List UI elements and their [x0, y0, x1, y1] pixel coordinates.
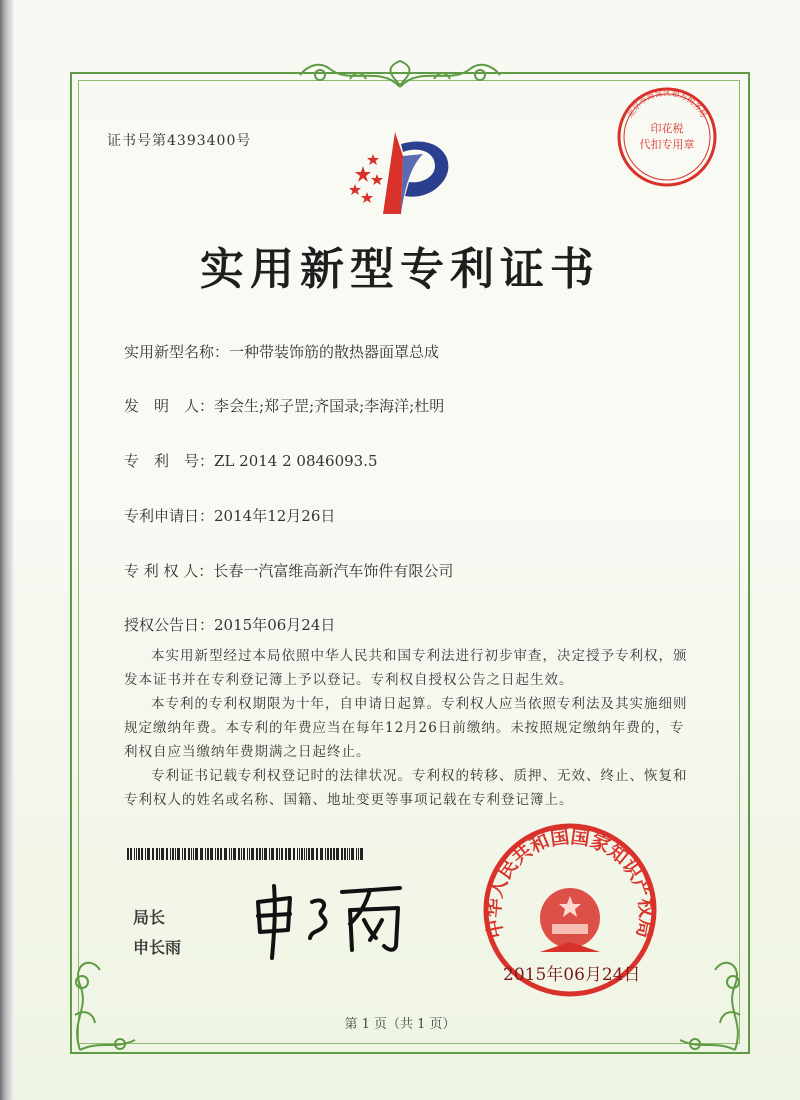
stamp-duty-seal-icon [612, 82, 722, 192]
barcode-bar [325, 848, 326, 860]
barcode-bar [238, 848, 240, 860]
barcode-bar [184, 848, 186, 860]
barcode-bar [175, 848, 176, 860]
director-name: 申长雨 [133, 938, 182, 957]
barcode-bar [358, 848, 359, 860]
barcode-bar [182, 848, 183, 860]
barcode-bar [229, 848, 230, 860]
seal-date: 2015年06月24日 [503, 965, 641, 985]
seal-arc-text: 中华人民共和国国家知识产权局 [482, 825, 658, 941]
field-value: 一种带装饰筋的散热器面罩总成 [229, 343, 440, 361]
director-signature [250, 880, 420, 960]
barcode-bar [259, 848, 261, 860]
svg-text:印花税: 印花税 [650, 122, 684, 135]
barcode-bar [241, 848, 242, 860]
patent-office-logo-icon [343, 126, 463, 221]
barcode-bar [147, 848, 150, 860]
field-value: ZL 2014 2 0846093.5 [214, 452, 378, 470]
field-value: 2014年12月26日 [214, 507, 336, 525]
barcode-bar [288, 848, 291, 860]
barcode-bar [320, 848, 323, 860]
barcode-bar [193, 848, 194, 860]
barcode-bar [327, 848, 329, 860]
body-paragraph: 本实用新型经过本局依照中华人民共和国专利法进行初步审查，决定授予专利权，颁发本证书并在专利登记簿上予以登记。专利权自授权公告之日起生效。 [124, 648, 688, 688]
barcode-bar [166, 848, 168, 860]
barcode-bar [188, 848, 190, 860]
barcode-bar [138, 848, 140, 860]
barcode-bar [156, 848, 158, 860]
barcode-bar [220, 848, 222, 860]
field-label: 专 利 号： [124, 452, 215, 470]
field-label: 授权公告日： [124, 616, 215, 634]
field-patentee [124, 560, 453, 581]
top-ornament-icon [290, 55, 510, 95]
barcode-bar [161, 848, 164, 860]
scan-edge-shadow [0, 0, 14, 1100]
barcode-bar [333, 848, 335, 860]
field-patent-number [124, 450, 378, 471]
barcode-bar [207, 848, 209, 860]
field-label: 专 利 权 人： [124, 562, 214, 580]
barcode-bar [316, 848, 318, 860]
director-title: 局长 [133, 908, 166, 927]
field-inventors [124, 395, 444, 416]
certificate-number: 证书号第4393400号 [107, 133, 252, 149]
barcode-bar [224, 848, 227, 860]
barcode-bar [301, 848, 303, 860]
barcode-bar [279, 848, 280, 860]
barcode-bar [360, 848, 363, 860]
barcode-bar [297, 848, 298, 860]
certificate-body [124, 644, 690, 812]
svg-text:代扣专用章: 代扣专用章 [639, 138, 695, 151]
field-value: 2015年06月24日 [214, 616, 336, 634]
barcode-bar [195, 848, 198, 860]
barcode-bar [177, 848, 180, 860]
barcode-bar [200, 848, 203, 860]
barcode-bar [130, 848, 132, 860]
field-application-date [124, 505, 335, 526]
barcode-bar [304, 848, 305, 860]
barcode-icon [127, 848, 367, 860]
barcode-bar [269, 848, 270, 860]
bottom-left-ornament-icon [60, 940, 150, 1060]
barcode-bar [127, 848, 129, 860]
barcode-bar [308, 848, 310, 860]
barcode-bar [210, 848, 213, 860]
body-paragraph: 专利证书记载专利权登记时的法律状况。专利权的转移、质押、无效、终止、恢复和专利权人的姓名或名称、国籍、地址变更等事项记载在专利登记簿上。 [124, 768, 688, 808]
barcode-bar [311, 848, 314, 860]
barcode-bar [341, 848, 343, 860]
field-label: 发 明 人： [124, 397, 215, 415]
barcode-bar [152, 848, 154, 860]
barcode-bar [264, 848, 267, 860]
barcode-bar [251, 848, 254, 860]
barcode-bar [159, 848, 160, 860]
field-grant-date [124, 614, 335, 635]
page-indicator: 第 1 页（共 1 页） [344, 1017, 456, 1032]
barcode-bar [256, 848, 258, 860]
barcode-bar [134, 848, 135, 860]
field-label: 实用新型名称： [124, 343, 230, 361]
barcode-bar [306, 848, 307, 860]
barcode-bar [281, 848, 283, 860]
barcode-bar [191, 848, 192, 860]
barcode-bar [299, 848, 300, 860]
field-label: 专利申请日： [124, 507, 215, 525]
certificate-title: 实用新型专利证书 [200, 244, 600, 295]
barcode-bar [285, 848, 287, 860]
barcode-bar [170, 848, 171, 860]
body-paragraph: 本专利的专利权期限为十年，自申请日起算。专利权人应当依照专利法及其实施细则规定缴纳年费。本专利的年费应当在每年12月26日前缴纳。未按照规定缴纳年费的，专利权自应当缴纳年费期满之日起终止。 [124, 696, 688, 760]
field-utility-model-name [124, 341, 439, 362]
barcode-bar [344, 848, 346, 860]
bottom-right-ornament-icon [665, 940, 755, 1060]
barcode-bar [349, 848, 350, 860]
field-value: 长春一汽富维高新汽车饰件有限公司 [213, 562, 454, 580]
barcode-bar [356, 848, 357, 860]
field-value: 李会生;郑子罡;齐国录;李海洋;杜明 [214, 397, 445, 415]
barcode-bar [330, 848, 332, 860]
barcode-bar [271, 848, 274, 860]
barcode-bar [336, 848, 339, 860]
barcode-bar [172, 848, 174, 860]
barcode-bar [247, 848, 248, 860]
barcode-bar [233, 848, 236, 860]
barcode-bar [231, 848, 232, 860]
barcode-bar [243, 848, 245, 860]
barcode-bar [293, 848, 295, 860]
barcode-bar [249, 848, 250, 860]
barcode-bar [136, 848, 137, 860]
barcode-bar [215, 848, 216, 860]
barcode-bar [351, 848, 354, 860]
svg-text:北京市海淀区超方税务局: 北京市海淀区超方税务局 [625, 88, 709, 120]
barcode-bar [217, 848, 219, 860]
barcode-bar [141, 848, 143, 860]
barcode-bar [145, 848, 146, 860]
barcode-bar [276, 848, 278, 860]
barcode-bar [205, 848, 206, 860]
barcode-bar [347, 848, 348, 860]
barcode-bar [262, 848, 263, 860]
